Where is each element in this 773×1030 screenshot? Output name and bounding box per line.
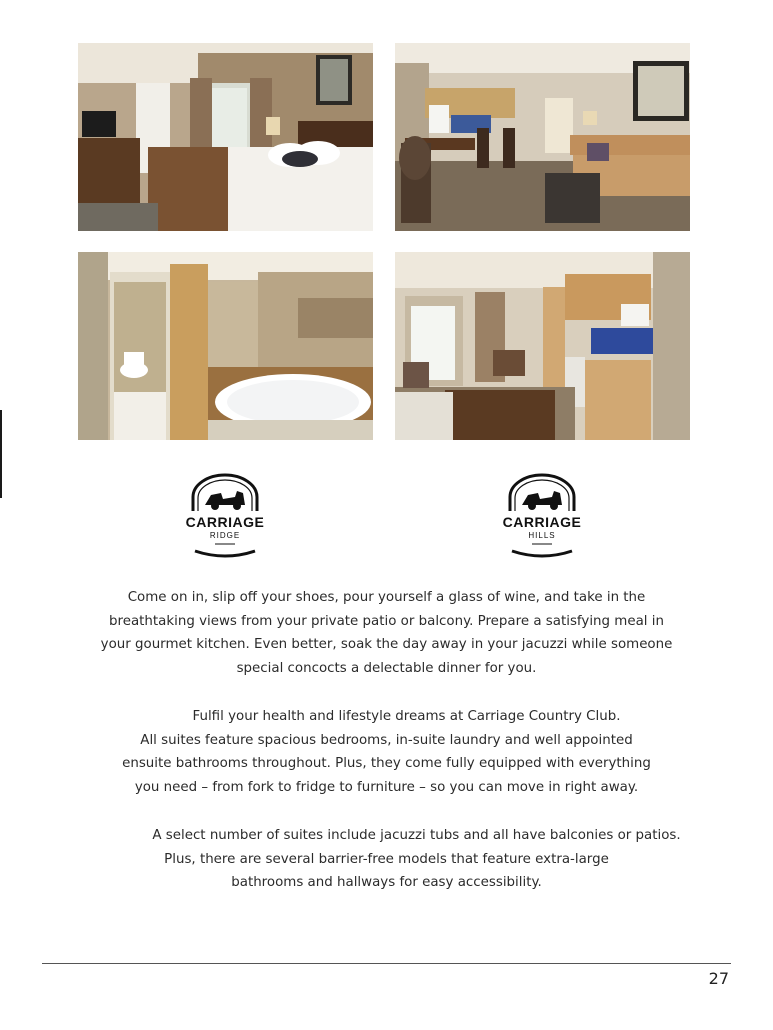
page-edge-mark: [0, 410, 2, 498]
bedroom-photo: [78, 43, 373, 231]
text-line: Fulfil your health and lifestyle dreams at Carriage Country Club.: [192, 709, 621, 724]
bathroom-photo: [78, 252, 373, 440]
accessibility-paragraph: [60, 824, 713, 895]
text-line: bathrooms and hallways for easy accessibility.: [231, 875, 542, 891]
logo-subtitle: RIDGE: [209, 531, 241, 540]
footer-divider: [42, 963, 731, 964]
page-number: 27: [708, 969, 729, 988]
text-line: you need – from fork to fridge to furniture – so you can move in right away.: [134, 779, 639, 795]
text-line: ensuite bathrooms throughout. Plus, they come fully equipped with everything: [122, 756, 651, 772]
logo-subtitle: HILLS: [528, 531, 556, 540]
features-paragraph: [60, 705, 713, 799]
logo-title: CARRIAGE: [185, 514, 265, 530]
text-line: your gourmet kitchen. Even better, soak the day away in your jacuzzi while someone: [100, 637, 673, 653]
carriage-ridge-logo: [175, 471, 275, 563]
logo-title: CARRIAGE: [502, 514, 582, 530]
text-line: Come on in, slip off your shoes, pour yourself a glass of wine, and take in the: [127, 590, 646, 605]
living-dining-photo: [395, 43, 690, 231]
text-line: All suites feature spacious bedrooms, in-suite laundry and well appointed: [140, 732, 633, 748]
carriage-hills-logo: [492, 471, 592, 563]
text-line: Plus, there are several barrier-free models that feature extra-large: [164, 851, 609, 867]
text-line: A select number of suites include jacuzzi tubs and all have balconies or patios.: [152, 828, 681, 843]
intro-paragraph: [60, 586, 713, 680]
text-line: special concocts a delectable dinner for you.: [236, 660, 537, 676]
kitchen-photo: [395, 252, 690, 440]
text-line: breathtaking views from your private patio or balcony. Prepare a satisfying meal in: [109, 613, 664, 629]
